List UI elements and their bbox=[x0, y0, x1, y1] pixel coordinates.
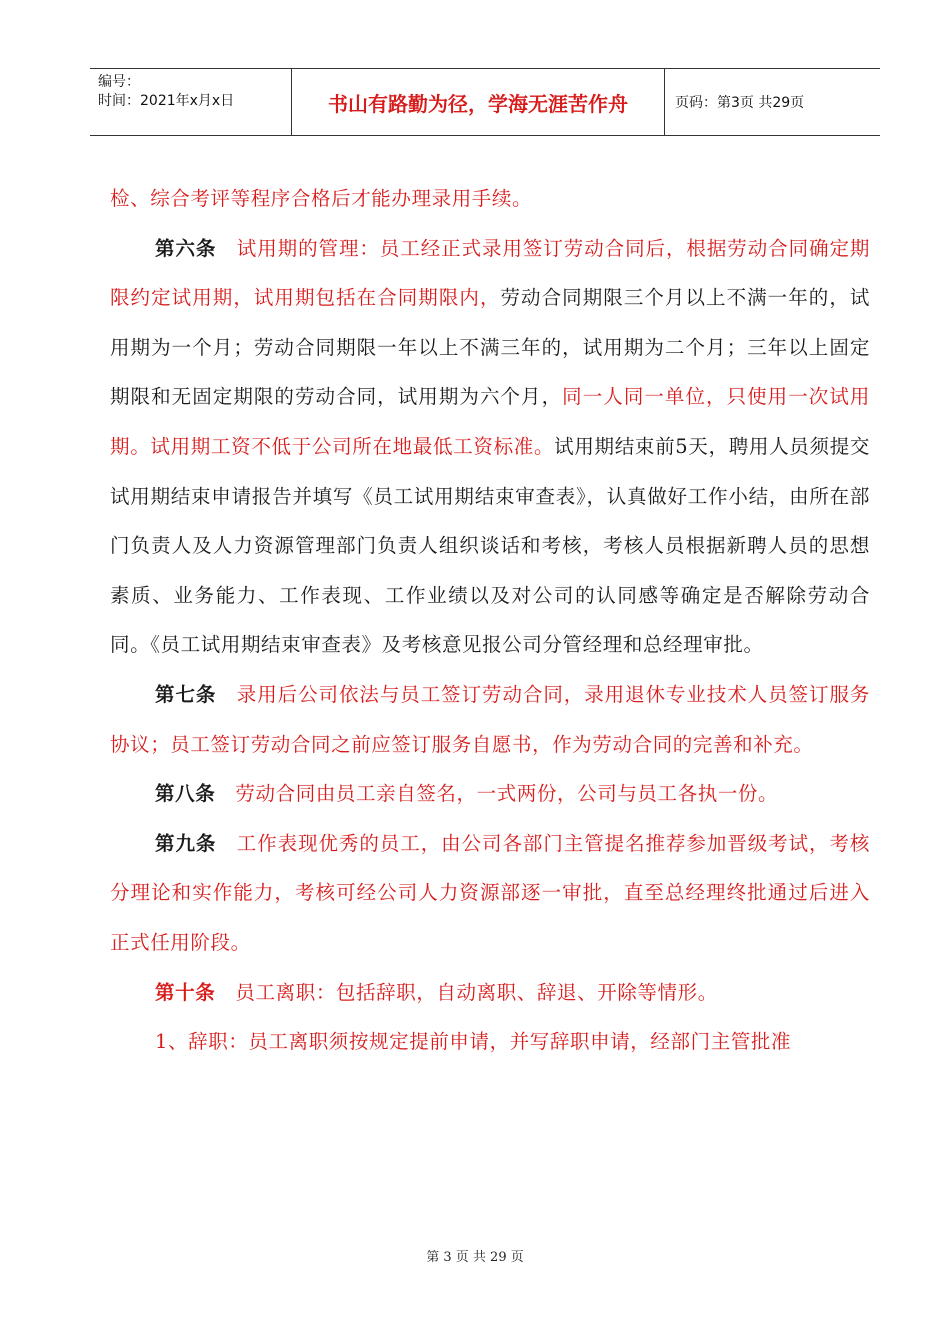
article-6 bbox=[110, 224, 870, 670]
page-footer: 第 3 页 共 29 页 bbox=[426, 1250, 524, 1265]
text-segment: 工作表现优秀的员工，由公司各部门主管提名推荐参加晋级考试，考核分理论和实作能力，考核可经公司人力资源部逐一审批，直至总经理终批通过后进入正式任用阶段。 bbox=[110, 831, 870, 954]
article-label: 第八条 bbox=[155, 782, 216, 806]
article-label: 第九条 bbox=[155, 831, 217, 855]
text-segment: 试用期结束前5天，聘用人员须提交试用期结束申请报告并填写《员工试用期结束审查表》，认真做好工作小结，由所在部门负责人及人力资源管理部门负责人组织谈话和考核，考核人员根据新聘人员的思想素质、业务能力、工作表现、工作业绩以及对公司的认同感等确定是否解除劳动合同。《员工试用期结束审查表》及考核意见报公司分管经理和总经理审批。 bbox=[110, 434, 870, 657]
article-label: 第十条 bbox=[155, 980, 216, 1004]
header-page-info: 页码：第3页 共29页 bbox=[675, 95, 805, 111]
document-time-label: 时间：2021年x月x日 bbox=[98, 93, 235, 109]
article-10 bbox=[110, 968, 870, 1018]
text-segment: 检、综合考评等程序合格后才能办理录用手续。 bbox=[110, 187, 533, 210]
document-body bbox=[110, 174, 870, 1067]
header-meta bbox=[90, 69, 292, 135]
resignation-clause bbox=[110, 1017, 870, 1067]
text-segment: 员工离职：包括辞职，自动离职、辞退、开除等情形。 bbox=[215, 980, 718, 1004]
text-segment: 同一人同一单位，只使用一次试用期。试用期工资不低于公司所在地最低工资标准。 bbox=[110, 385, 870, 458]
document-number-label: 编号： bbox=[98, 74, 140, 90]
text-segment: 劳动合同由员工亲自签名，一式两份，公司与员工各执一份。 bbox=[215, 782, 779, 806]
article-8 bbox=[110, 769, 870, 819]
text-segment: 试用期的管理：员工经正式录用签订劳动合同后，根据劳动合同确定期限约定试用期，试用期包括在合同期限内， bbox=[110, 236, 870, 310]
article-label: 第六条 bbox=[155, 236, 217, 260]
article-9 bbox=[110, 819, 870, 968]
text-segment: 劳动合同期限三个月以上不满一年的，试用期为一个月；劳动合同期限一年以上不满三年的，试用期为二个月；三年以上固定期限和无固定期限的劳动合同，试用期为六个月， bbox=[110, 286, 870, 409]
paragraph-continuation bbox=[110, 174, 870, 224]
page-header bbox=[90, 68, 880, 136]
header-motto: 书山有路勤为径，学海无涯苦作舟 bbox=[292, 69, 665, 135]
text-segment: 1、辞职：员工离职须按规定提前申请，并写辞职申请，经部门主管批准 bbox=[155, 1030, 792, 1054]
article-label: 第七条 bbox=[155, 682, 217, 706]
text-segment: 录用后公司依法与员工签订劳动合同，录用退休专业技术人员签订服务协议；员工签订劳动合同之前应签订服务自愿书，作为劳动合同的完善和补充。 bbox=[110, 682, 870, 756]
article-7 bbox=[110, 670, 870, 769]
